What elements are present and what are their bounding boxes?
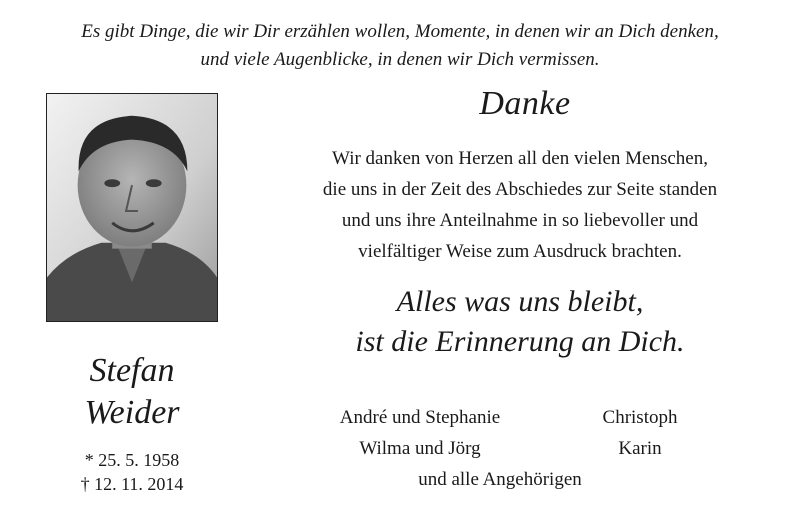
intro-line-2: und viele Augenblicke, in denen wir Dich vermissen. — [200, 49, 600, 70]
heading-danke: Danke — [479, 85, 571, 122]
birth-date: * 25. 5. 1958 — [84, 450, 180, 470]
thanks-line-3: und uns ihre Anteilnahme in so liebevoller und — [341, 210, 699, 231]
signature-line: Christoph — [602, 407, 678, 428]
signature-line: André und Stephanie — [339, 407, 501, 428]
quote-line-1: Alles was uns bleibt, — [396, 285, 644, 318]
thanks-line-2: die uns in der Zeit des Abschiedes zur Seite standen — [322, 179, 718, 200]
quote-line-2: ist die Erinnerung an Dich. — [355, 325, 685, 358]
first-name: Stefan — [89, 352, 175, 389]
memorial-quote — [270, 282, 770, 362]
portrait-photo — [46, 93, 218, 322]
death-date: † 12. 11. 2014 — [80, 474, 184, 494]
signature-line: Karin — [618, 438, 662, 459]
deceased-name — [46, 350, 218, 434]
signatures-right — [560, 402, 720, 464]
signatures-left — [300, 402, 540, 464]
last-name: Weider — [84, 394, 180, 431]
thanks-line-4: vielfältiger Weise zum Ausdruck brachten. — [358, 241, 682, 262]
thanks-text — [270, 143, 770, 267]
intro-line-1: Es gibt Dinge, die wir Dir erzählen wollen, Momente, in denen wir an Dich denken, — [81, 21, 719, 42]
life-dates — [46, 448, 218, 496]
thanks-line-1: Wir danken von Herzen all den vielen Menschen, — [332, 148, 708, 169]
intro-text — [0, 18, 800, 74]
signature-line: Wilma und Jörg — [359, 438, 481, 459]
portrait-image — [47, 94, 217, 321]
signatures-footer: und alle Angehörigen — [418, 469, 582, 490]
